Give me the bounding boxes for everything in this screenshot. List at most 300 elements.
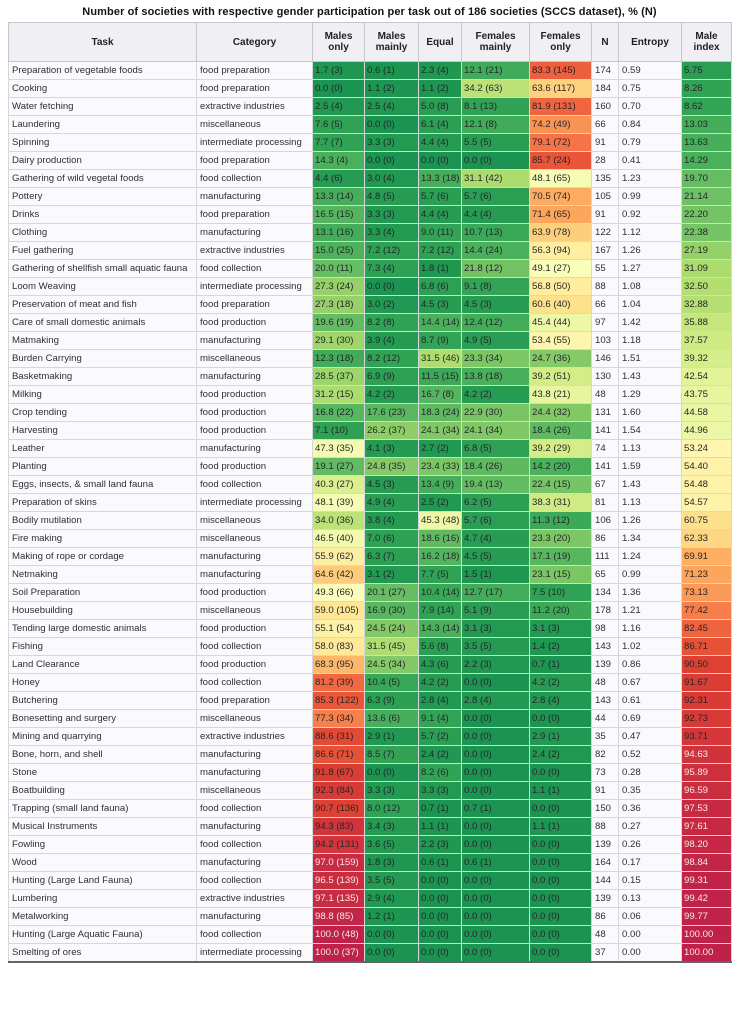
- table-row: [9, 890, 732, 908]
- entropy-cell: 0.00: [619, 926, 682, 944]
- male-index-cell: 37.57: [682, 332, 732, 350]
- category-cell: food collection: [197, 260, 313, 278]
- table-row: [9, 908, 732, 926]
- females-only-cell: 2.4 (2): [530, 746, 592, 764]
- males-mainly-cell: 3.0 (2): [365, 296, 419, 314]
- male-index-cell: 99.42: [682, 890, 732, 908]
- task-cell: Planting: [9, 458, 197, 476]
- equal-cell: 4.2 (2): [419, 674, 462, 692]
- category-cell: intermediate processing: [197, 278, 313, 296]
- males-only-cell: 7.1 (10): [313, 422, 365, 440]
- equal-cell: 0.0 (0): [419, 944, 462, 963]
- females-only-cell: 0.0 (0): [530, 944, 592, 963]
- table-row: [9, 512, 732, 530]
- females-mainly-cell: 13.8 (18): [462, 368, 530, 386]
- equal-cell: 4.5 (3): [419, 296, 462, 314]
- task-cell: Netmaking: [9, 566, 197, 584]
- equal-cell: 18.3 (24): [419, 404, 462, 422]
- females-only-cell: 48.1 (65): [530, 170, 592, 188]
- females-mainly-cell: 12.1 (21): [462, 62, 530, 80]
- males-mainly-cell: 0.0 (0): [365, 116, 419, 134]
- males-mainly-cell: 3.6 (5): [365, 836, 419, 854]
- females-mainly-cell: 0.0 (0): [462, 836, 530, 854]
- category-cell: food preparation: [197, 296, 313, 314]
- male-index-cell: 69.91: [682, 548, 732, 566]
- n-cell: 88: [592, 818, 619, 836]
- task-cell: Burden Carrying: [9, 350, 197, 368]
- females-mainly-cell: 0.0 (0): [462, 908, 530, 926]
- females-only-cell: 0.7 (1): [530, 656, 592, 674]
- females-mainly-cell: 0.7 (1): [462, 800, 530, 818]
- equal-cell: 2.8 (4): [419, 692, 462, 710]
- col-header-task: Task: [9, 23, 197, 62]
- males-mainly-cell: 3.3 (4): [365, 224, 419, 242]
- n-cell: 139: [592, 656, 619, 674]
- n-cell: 55: [592, 260, 619, 278]
- male-index-cell: 54.40: [682, 458, 732, 476]
- table-row: [9, 134, 732, 152]
- equal-cell: 4.4 (4): [419, 206, 462, 224]
- males-only-cell: 88.6 (31): [313, 728, 365, 746]
- females-only-cell: 11.2 (20): [530, 602, 592, 620]
- entropy-cell: 1.12: [619, 224, 682, 242]
- females-only-cell: 14.2 (20): [530, 458, 592, 476]
- n-cell: 48: [592, 926, 619, 944]
- category-cell: miscellaneous: [197, 782, 313, 800]
- n-cell: 65: [592, 566, 619, 584]
- task-cell: Crop tending: [9, 404, 197, 422]
- entropy-cell: 0.70: [619, 98, 682, 116]
- males-mainly-cell: 24.5 (34): [365, 656, 419, 674]
- males-only-cell: 100.0 (37): [313, 944, 365, 963]
- males-only-cell: 55.1 (54): [313, 620, 365, 638]
- females-only-cell: 22.4 (15): [530, 476, 592, 494]
- n-cell: 98: [592, 620, 619, 638]
- males-mainly-cell: 3.3 (3): [365, 782, 419, 800]
- females-mainly-cell: 8.1 (13): [462, 98, 530, 116]
- task-cell: Honey: [9, 674, 197, 692]
- table-row: [9, 602, 732, 620]
- table-row: [9, 692, 732, 710]
- males-mainly-cell: 2.9 (1): [365, 728, 419, 746]
- females-mainly-cell: 0.0 (0): [462, 926, 530, 944]
- male-index-cell: 90.50: [682, 656, 732, 674]
- males-only-cell: 77.3 (34): [313, 710, 365, 728]
- females-mainly-cell: 1.5 (1): [462, 566, 530, 584]
- male-index-cell: 98.84: [682, 854, 732, 872]
- females-only-cell: 45.4 (44): [530, 314, 592, 332]
- males-only-cell: 97.1 (135): [313, 890, 365, 908]
- females-only-cell: 11.3 (12): [530, 512, 592, 530]
- col-header-n: N: [592, 23, 619, 62]
- entropy-cell: 0.26: [619, 836, 682, 854]
- females-mainly-cell: 4.7 (4): [462, 530, 530, 548]
- n-cell: 139: [592, 836, 619, 854]
- task-cell: Bodily mutilation: [9, 512, 197, 530]
- males-mainly-cell: 1.1 (2): [365, 80, 419, 98]
- males-mainly-cell: 0.0 (0): [365, 944, 419, 963]
- male-index-cell: 8.26: [682, 80, 732, 98]
- entropy-cell: 1.43: [619, 476, 682, 494]
- col-header-equal: Equal: [419, 23, 462, 62]
- males-only-cell: 20.0 (11): [313, 260, 365, 278]
- males-only-cell: 91.8 (67): [313, 764, 365, 782]
- category-cell: food production: [197, 404, 313, 422]
- females-mainly-cell: 6.2 (5): [462, 494, 530, 512]
- males-mainly-cell: 6.3 (7): [365, 548, 419, 566]
- entropy-cell: 1.13: [619, 494, 682, 512]
- entropy-cell: 0.79: [619, 134, 682, 152]
- n-cell: 131: [592, 404, 619, 422]
- n-cell: 86: [592, 908, 619, 926]
- entropy-cell: 0.41: [619, 152, 682, 170]
- male-index-cell: 13.03: [682, 116, 732, 134]
- table-row: [9, 296, 732, 314]
- table-row: [9, 152, 732, 170]
- table-row: [9, 620, 732, 638]
- male-index-cell: 42.54: [682, 368, 732, 386]
- male-index-cell: 92.31: [682, 692, 732, 710]
- equal-cell: 10.4 (14): [419, 584, 462, 602]
- table-row: [9, 350, 732, 368]
- equal-cell: 6.1 (4): [419, 116, 462, 134]
- n-cell: 66: [592, 296, 619, 314]
- males-only-cell: 94.3 (83): [313, 818, 365, 836]
- table-row: [9, 926, 732, 944]
- females-only-cell: 70.5 (74): [530, 188, 592, 206]
- females-mainly-cell: 12.7 (17): [462, 584, 530, 602]
- males-only-cell: 13.3 (14): [313, 188, 365, 206]
- category-cell: food preparation: [197, 206, 313, 224]
- females-mainly-cell: 0.0 (0): [462, 872, 530, 890]
- male-index-cell: 21.14: [682, 188, 732, 206]
- females-mainly-cell: 31.1 (42): [462, 170, 530, 188]
- females-only-cell: 1.4 (2): [530, 638, 592, 656]
- females-mainly-cell: 0.0 (0): [462, 818, 530, 836]
- entropy-cell: 1.02: [619, 638, 682, 656]
- category-cell: manufacturing: [197, 746, 313, 764]
- entropy-cell: 1.27: [619, 260, 682, 278]
- male-index-cell: 96.59: [682, 782, 732, 800]
- entropy-cell: 0.61: [619, 692, 682, 710]
- table-row: [9, 710, 732, 728]
- males-only-cell: 81.2 (39): [313, 674, 365, 692]
- males-only-cell: 98.8 (85): [313, 908, 365, 926]
- equal-cell: 7.7 (5): [419, 566, 462, 584]
- males-mainly-cell: 3.5 (5): [365, 872, 419, 890]
- category-cell: food collection: [197, 800, 313, 818]
- females-mainly-cell: 9.1 (8): [462, 278, 530, 296]
- task-cell: Smelting of ores: [9, 944, 197, 963]
- male-index-cell: 8.62: [682, 98, 732, 116]
- females-mainly-cell: 0.0 (0): [462, 944, 530, 963]
- table-row: [9, 674, 732, 692]
- n-cell: 143: [592, 692, 619, 710]
- category-cell: food preparation: [197, 152, 313, 170]
- females-only-cell: 0.0 (0): [530, 800, 592, 818]
- males-only-cell: 27.3 (24): [313, 278, 365, 296]
- females-mainly-cell: 6.8 (5): [462, 440, 530, 458]
- task-cell: Matmaking: [9, 332, 197, 350]
- entropy-cell: 1.26: [619, 242, 682, 260]
- males-mainly-cell: 20.1 (27): [365, 584, 419, 602]
- equal-cell: 0.0 (0): [419, 152, 462, 170]
- n-cell: 134: [592, 584, 619, 602]
- category-cell: food collection: [197, 836, 313, 854]
- n-cell: 48: [592, 386, 619, 404]
- males-mainly-cell: 24.8 (35): [365, 458, 419, 476]
- n-cell: 67: [592, 476, 619, 494]
- females-only-cell: 17.1 (19): [530, 548, 592, 566]
- equal-cell: 1.1 (1): [419, 818, 462, 836]
- table-row: [9, 728, 732, 746]
- equal-cell: 8.7 (9): [419, 332, 462, 350]
- category-cell: food collection: [197, 872, 313, 890]
- females-mainly-cell: 0.0 (0): [462, 728, 530, 746]
- category-cell: food production: [197, 386, 313, 404]
- n-cell: 135: [592, 170, 619, 188]
- table-row: [9, 440, 732, 458]
- males-mainly-cell: 31.5 (45): [365, 638, 419, 656]
- category-cell: food collection: [197, 170, 313, 188]
- task-cell: Preservation of meat and fish: [9, 296, 197, 314]
- table-row: [9, 98, 732, 116]
- n-cell: 146: [592, 350, 619, 368]
- females-only-cell: 23.3 (20): [530, 530, 592, 548]
- females-mainly-cell: 22.9 (30): [462, 404, 530, 422]
- table-row: [9, 62, 732, 80]
- table-row: [9, 206, 732, 224]
- n-cell: 37: [592, 944, 619, 963]
- category-cell: extractive industries: [197, 890, 313, 908]
- males-only-cell: 12.3 (18): [313, 350, 365, 368]
- entropy-cell: 0.36: [619, 800, 682, 818]
- females-mainly-cell: 19.4 (13): [462, 476, 530, 494]
- males-mainly-cell: 6.3 (9): [365, 692, 419, 710]
- task-cell: Dairy production: [9, 152, 197, 170]
- task-cell: Gathering of wild vegetal foods: [9, 170, 197, 188]
- females-only-cell: 4.2 (2): [530, 674, 592, 692]
- header-row: [9, 23, 732, 62]
- task-cell: Eggs, insects, & small land fauna: [9, 476, 197, 494]
- females-mainly-cell: 0.0 (0): [462, 746, 530, 764]
- females-only-cell: 63.6 (117): [530, 80, 592, 98]
- males-only-cell: 28.5 (37): [313, 368, 365, 386]
- category-cell: intermediate processing: [197, 134, 313, 152]
- females-only-cell: 7.5 (10): [530, 584, 592, 602]
- n-cell: 130: [592, 368, 619, 386]
- n-cell: 164: [592, 854, 619, 872]
- males-only-cell: 14.3 (4): [313, 152, 365, 170]
- n-cell: 111: [592, 548, 619, 566]
- males-only-cell: 85.3 (122): [313, 692, 365, 710]
- category-cell: manufacturing: [197, 224, 313, 242]
- males-mainly-cell: 3.8 (4): [365, 512, 419, 530]
- male-index-cell: 77.42: [682, 602, 732, 620]
- equal-cell: 18.6 (16): [419, 530, 462, 548]
- females-only-cell: 49.1 (27): [530, 260, 592, 278]
- entropy-cell: 1.26: [619, 512, 682, 530]
- females-mainly-cell: 0.0 (0): [462, 890, 530, 908]
- table-row: [9, 242, 732, 260]
- male-index-cell: 71.23: [682, 566, 732, 584]
- entropy-cell: 1.04: [619, 296, 682, 314]
- n-cell: 106: [592, 512, 619, 530]
- n-cell: 91: [592, 206, 619, 224]
- entropy-cell: 1.54: [619, 422, 682, 440]
- equal-cell: 0.0 (0): [419, 926, 462, 944]
- males-mainly-cell: 13.6 (6): [365, 710, 419, 728]
- males-mainly-cell: 2.9 (4): [365, 890, 419, 908]
- task-cell: Bonesetting and surgery: [9, 710, 197, 728]
- n-cell: 167: [592, 242, 619, 260]
- entropy-cell: 0.86: [619, 656, 682, 674]
- table-row: [9, 170, 732, 188]
- females-only-cell: 0.0 (0): [530, 890, 592, 908]
- males-mainly-cell: 8.2 (12): [365, 350, 419, 368]
- males-mainly-cell: 3.1 (2): [365, 566, 419, 584]
- entropy-cell: 0.13: [619, 890, 682, 908]
- task-cell: Lumbering: [9, 890, 197, 908]
- females-mainly-cell: 0.0 (0): [462, 674, 530, 692]
- females-only-cell: 39.2 (51): [530, 368, 592, 386]
- equal-cell: 13.3 (18): [419, 170, 462, 188]
- females-mainly-cell: 0.6 (1): [462, 854, 530, 872]
- equal-cell: 3.3 (3): [419, 782, 462, 800]
- entropy-cell: 0.67: [619, 674, 682, 692]
- task-cell: Butchering: [9, 692, 197, 710]
- table-row: [9, 224, 732, 242]
- entropy-cell: 1.60: [619, 404, 682, 422]
- males-only-cell: 13.1 (16): [313, 224, 365, 242]
- male-index-cell: 22.20: [682, 206, 732, 224]
- males-mainly-cell: 0.0 (0): [365, 278, 419, 296]
- col-header-males-only: Males only: [313, 23, 365, 62]
- n-cell: 103: [592, 332, 619, 350]
- task-cell: Fire making: [9, 530, 197, 548]
- table-row: [9, 944, 732, 963]
- females-only-cell: 39.2 (29): [530, 440, 592, 458]
- male-index-cell: 99.77: [682, 908, 732, 926]
- entropy-cell: 1.23: [619, 170, 682, 188]
- task-cell: Preparation of skins: [9, 494, 197, 512]
- task-cell: Making of rope or cordage: [9, 548, 197, 566]
- equal-cell: 0.0 (0): [419, 908, 462, 926]
- category-cell: miscellaneous: [197, 116, 313, 134]
- table-row: [9, 548, 732, 566]
- category-cell: manufacturing: [197, 548, 313, 566]
- equal-cell: 2.2 (3): [419, 836, 462, 854]
- entropy-cell: 0.99: [619, 188, 682, 206]
- equal-cell: 24.1 (34): [419, 422, 462, 440]
- equal-cell: 13.4 (9): [419, 476, 462, 494]
- females-only-cell: 56.3 (94): [530, 242, 592, 260]
- males-only-cell: 27.3 (18): [313, 296, 365, 314]
- males-only-cell: 48.1 (39): [313, 494, 365, 512]
- n-cell: 105: [592, 188, 619, 206]
- females-mainly-cell: 4.4 (4): [462, 206, 530, 224]
- equal-cell: 1.8 (1): [419, 260, 462, 278]
- females-mainly-cell: 4.2 (2): [462, 386, 530, 404]
- male-index-cell: 14.29: [682, 152, 732, 170]
- entropy-cell: 1.21: [619, 602, 682, 620]
- males-mainly-cell: 26.2 (37): [365, 422, 419, 440]
- male-index-cell: 54.57: [682, 494, 732, 512]
- table-row: [9, 368, 732, 386]
- males-only-cell: 58.0 (83): [313, 638, 365, 656]
- females-only-cell: 43.8 (21): [530, 386, 592, 404]
- task-cell: Fishing: [9, 638, 197, 656]
- females-only-cell: 56.8 (50): [530, 278, 592, 296]
- equal-cell: 31.5 (46): [419, 350, 462, 368]
- males-mainly-cell: 3.3 (3): [365, 134, 419, 152]
- equal-cell: 5.0 (8): [419, 98, 462, 116]
- task-cell: Leather: [9, 440, 197, 458]
- category-cell: food production: [197, 584, 313, 602]
- equal-cell: 2.5 (2): [419, 494, 462, 512]
- male-index-cell: 31.09: [682, 260, 732, 278]
- category-cell: food collection: [197, 638, 313, 656]
- table-row: [9, 584, 732, 602]
- males-only-cell: 7.7 (7): [313, 134, 365, 152]
- males-only-cell: 19.1 (27): [313, 458, 365, 476]
- category-cell: miscellaneous: [197, 710, 313, 728]
- females-only-cell: 0.0 (0): [530, 908, 592, 926]
- males-only-cell: 46.5 (40): [313, 530, 365, 548]
- males-mainly-cell: 0.0 (0): [365, 152, 419, 170]
- task-cell: Pottery: [9, 188, 197, 206]
- category-cell: extractive industries: [197, 242, 313, 260]
- males-mainly-cell: 7.0 (6): [365, 530, 419, 548]
- females-mainly-cell: 0.0 (0): [462, 782, 530, 800]
- females-mainly-cell: 3.5 (5): [462, 638, 530, 656]
- n-cell: 174: [592, 62, 619, 80]
- n-cell: 88: [592, 278, 619, 296]
- male-index-cell: 93.71: [682, 728, 732, 746]
- males-only-cell: 19.6 (19): [313, 314, 365, 332]
- male-index-cell: 91.67: [682, 674, 732, 692]
- males-mainly-cell: 4.2 (2): [365, 386, 419, 404]
- category-cell: food production: [197, 314, 313, 332]
- females-only-cell: 2.9 (1): [530, 728, 592, 746]
- equal-cell: 5.7 (2): [419, 728, 462, 746]
- col-header-females-mainly: Females mainly: [462, 23, 530, 62]
- category-cell: extractive industries: [197, 98, 313, 116]
- males-only-cell: 31.2 (15): [313, 386, 365, 404]
- table-row: [9, 494, 732, 512]
- females-mainly-cell: 5.7 (6): [462, 512, 530, 530]
- n-cell: 82: [592, 746, 619, 764]
- males-only-cell: 4.4 (6): [313, 170, 365, 188]
- category-cell: food preparation: [197, 62, 313, 80]
- task-cell: Loom Weaving: [9, 278, 197, 296]
- n-cell: 178: [592, 602, 619, 620]
- males-mainly-cell: 3.0 (4): [365, 170, 419, 188]
- table-title: Number of societies with respective gender participation per task out of 186 societies (SCCS dataset), % (N): [82, 6, 657, 18]
- males-mainly-cell: 10.4 (5): [365, 674, 419, 692]
- females-mainly-cell: 2.2 (3): [462, 656, 530, 674]
- males-only-cell: 16.5 (15): [313, 206, 365, 224]
- col-header-entropy: Entropy: [619, 23, 682, 62]
- males-only-cell: 29.1 (30): [313, 332, 365, 350]
- male-index-cell: 82.45: [682, 620, 732, 638]
- category-cell: manufacturing: [197, 188, 313, 206]
- equal-cell: 16.2 (18): [419, 548, 462, 566]
- n-cell: 141: [592, 422, 619, 440]
- category-cell: intermediate processing: [197, 494, 313, 512]
- male-index-cell: 92.73: [682, 710, 732, 728]
- females-mainly-cell: 12.4 (12): [462, 314, 530, 332]
